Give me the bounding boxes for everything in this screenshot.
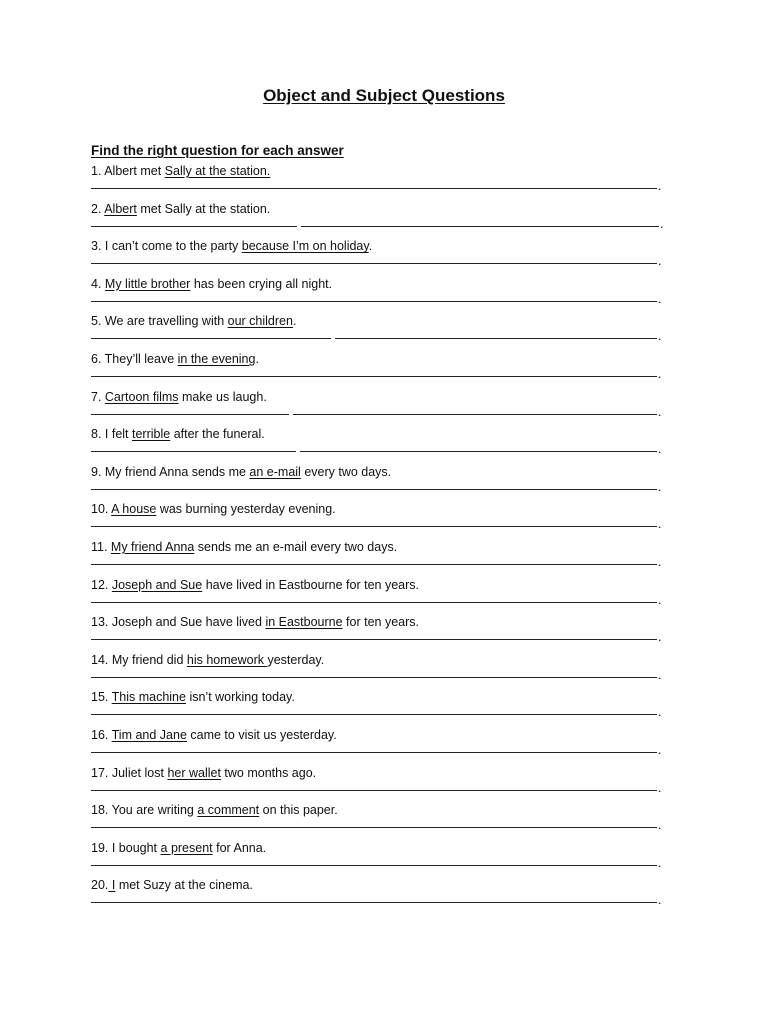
question-item bbox=[91, 237, 663, 275]
line-end-period: . bbox=[658, 329, 662, 344]
prompt-text: on this paper. bbox=[259, 803, 338, 818]
underlined-answer: in Eastbourne bbox=[265, 615, 343, 630]
line-end-period: . bbox=[658, 366, 662, 381]
underlined-answer: Cartoon films bbox=[104, 389, 179, 404]
prompt-text: 4. bbox=[91, 276, 105, 291]
prompt-text: make us laugh. bbox=[178, 389, 267, 404]
answer-line-segment bbox=[91, 226, 297, 227]
answer-line[interactable] bbox=[91, 451, 657, 452]
question-prompt bbox=[91, 651, 324, 669]
prompt-text: met Sally at the station. bbox=[136, 201, 271, 216]
question-prompt bbox=[91, 839, 266, 857]
question-item bbox=[91, 388, 663, 426]
answer-line[interactable] bbox=[91, 639, 657, 640]
underlined-answer: a comment bbox=[197, 803, 260, 818]
line-end-period: . bbox=[658, 780, 662, 795]
prompt-text: 3. I can’t come to the party bbox=[91, 239, 242, 254]
answer-line[interactable] bbox=[91, 865, 657, 866]
answer-line[interactable] bbox=[91, 827, 657, 828]
underlined-answer: our children bbox=[227, 314, 293, 329]
underlined-answer: Sally at the station. bbox=[164, 164, 271, 178]
answer-line-segment bbox=[335, 338, 657, 339]
question-item bbox=[91, 688, 663, 726]
answer-line[interactable] bbox=[91, 489, 657, 490]
question-item bbox=[91, 425, 663, 463]
answer-line-segment bbox=[293, 414, 657, 415]
underlined-answer: My little brother bbox=[104, 276, 191, 291]
question-prompt bbox=[91, 162, 270, 180]
prompt-text: 10. bbox=[91, 502, 112, 517]
underlined-answer: a present bbox=[160, 840, 213, 855]
question-item bbox=[91, 312, 663, 350]
prompt-text: 18. You are writing bbox=[91, 803, 198, 818]
underlined-answer: terrible bbox=[132, 427, 171, 442]
line-end-period: . bbox=[658, 818, 662, 833]
answer-line[interactable] bbox=[91, 677, 657, 678]
underlined-answer: her wallet bbox=[167, 765, 221, 780]
answer-line[interactable] bbox=[91, 602, 657, 603]
question-item bbox=[91, 200, 663, 238]
question-item bbox=[91, 576, 663, 614]
answer-line-segment bbox=[91, 414, 289, 415]
prompt-text: was burning yesterday evening. bbox=[156, 502, 336, 517]
question-item bbox=[91, 726, 663, 764]
answer-line[interactable] bbox=[91, 226, 659, 227]
prompt-text: 17. Juliet lost bbox=[91, 765, 168, 780]
line-end-period: . bbox=[658, 893, 662, 908]
question-prompt bbox=[91, 576, 419, 594]
prompt-text: 6. They’ll leave bbox=[91, 351, 178, 366]
line-end-period: . bbox=[658, 554, 662, 569]
prompt-text: . bbox=[368, 239, 373, 254]
prompt-text: 13. Joseph and Sue have lived bbox=[91, 615, 266, 630]
line-end-period: . bbox=[658, 404, 662, 419]
underlined-answer: because I’m on holiday bbox=[241, 239, 369, 254]
prompt-text: after the funeral. bbox=[170, 427, 265, 442]
underlined-answer: in the evening bbox=[177, 351, 256, 366]
underlined-answer: an e-mail bbox=[249, 464, 301, 479]
answer-line[interactable] bbox=[91, 301, 657, 302]
page-title: Object and Subject Questions bbox=[263, 86, 505, 105]
line-end-period: . bbox=[658, 479, 662, 494]
question-list bbox=[91, 162, 663, 914]
prompt-text: 2. bbox=[91, 201, 105, 216]
line-end-period: . bbox=[658, 179, 662, 193]
question-prompt bbox=[91, 538, 397, 556]
question-prompt bbox=[91, 500, 336, 518]
prompt-text: isn’t working today. bbox=[185, 690, 295, 705]
instructions-heading: Find the right question for each answer bbox=[91, 143, 344, 158]
underlined-answer: Albert bbox=[104, 201, 137, 216]
line-end-period: . bbox=[658, 592, 662, 607]
line-end-period: . bbox=[658, 705, 662, 720]
underlined-answer: A house bbox=[111, 502, 157, 517]
question-prompt bbox=[91, 613, 419, 631]
prompt-text: has been crying all night. bbox=[190, 276, 333, 291]
question-prompt bbox=[91, 388, 267, 406]
question-prompt bbox=[91, 688, 295, 706]
question-prompt bbox=[91, 876, 253, 894]
prompt-text: 14. My friend did bbox=[91, 652, 187, 667]
question-prompt bbox=[91, 726, 337, 744]
question-prompt bbox=[91, 312, 296, 330]
underlined-answer: Tim and Jane bbox=[111, 727, 187, 742]
underlined-answer: Joseph and Sue bbox=[111, 577, 203, 592]
prompt-text: 12. bbox=[91, 577, 112, 592]
question-prompt bbox=[91, 801, 338, 819]
prompt-text: yesterday. bbox=[267, 652, 325, 667]
answer-line[interactable] bbox=[91, 902, 657, 903]
line-end-period: . bbox=[658, 855, 662, 870]
prompt-text: 5. We are travelling with bbox=[91, 314, 228, 329]
question-item bbox=[91, 275, 663, 313]
answer-line[interactable] bbox=[91, 752, 657, 753]
prompt-text: . bbox=[255, 351, 259, 366]
prompt-text: 11. bbox=[91, 539, 111, 554]
question-prompt bbox=[91, 764, 316, 782]
question-item bbox=[91, 463, 663, 501]
line-end-period: . bbox=[658, 442, 662, 457]
answer-line[interactable] bbox=[91, 564, 657, 565]
question-item bbox=[91, 876, 663, 914]
answer-line[interactable] bbox=[91, 790, 657, 791]
question-prompt bbox=[91, 350, 259, 368]
question-item bbox=[91, 613, 663, 651]
prompt-text: 1. Albert met bbox=[91, 164, 165, 178]
question-item bbox=[91, 801, 663, 839]
prompt-text: . bbox=[292, 314, 297, 329]
underlined-answer: This machine bbox=[111, 690, 186, 705]
question-item bbox=[91, 162, 663, 200]
answer-line[interactable] bbox=[91, 188, 657, 189]
prompt-text: 8. I felt bbox=[91, 427, 132, 442]
prompt-text: for Anna. bbox=[212, 840, 267, 855]
prompt-text: every two days. bbox=[300, 464, 392, 479]
prompt-text: 15. bbox=[91, 690, 112, 705]
prompt-text: came to visit us yesterday. bbox=[186, 727, 337, 742]
answer-line[interactable] bbox=[91, 263, 657, 264]
prompt-text: 9. My friend Anna sends me bbox=[91, 464, 250, 479]
underlined-answer: his homework bbox=[186, 652, 268, 667]
prompt-text: for ten years. bbox=[342, 615, 420, 630]
prompt-text: met Suzy at the cinema. bbox=[115, 878, 253, 893]
question-item bbox=[91, 500, 663, 538]
line-end-period: . bbox=[658, 254, 662, 269]
question-prompt bbox=[91, 425, 265, 443]
answer-line[interactable] bbox=[91, 338, 657, 339]
answer-line[interactable] bbox=[91, 714, 657, 715]
underlined-answer: My friend Anna bbox=[110, 539, 195, 554]
question-prompt bbox=[91, 463, 391, 481]
question-item bbox=[91, 764, 663, 802]
underlined-answer: I bbox=[108, 878, 116, 893]
answer-line-segment bbox=[91, 338, 331, 339]
prompt-text: sends me an e-mail every two days. bbox=[194, 539, 398, 554]
answer-line-segment bbox=[301, 226, 659, 227]
question-prompt bbox=[91, 237, 372, 255]
line-end-period: . bbox=[658, 667, 662, 682]
answer-line-segment bbox=[300, 451, 657, 452]
answer-line-segment bbox=[91, 451, 296, 452]
answer-line[interactable] bbox=[91, 414, 657, 415]
line-end-period: . bbox=[658, 291, 662, 306]
question-item bbox=[91, 538, 663, 576]
answer-line[interactable] bbox=[91, 526, 657, 527]
question-item bbox=[91, 651, 663, 689]
question-item bbox=[91, 350, 663, 388]
line-end-period: . bbox=[660, 216, 664, 231]
question-prompt bbox=[91, 200, 270, 218]
prompt-text: 19. I bought bbox=[91, 840, 161, 855]
prompt-text: have lived in Eastbourne for ten years. bbox=[202, 577, 420, 592]
answer-line[interactable] bbox=[91, 376, 657, 377]
question-item bbox=[91, 839, 663, 877]
line-end-period: . bbox=[658, 742, 662, 757]
prompt-text: 20. bbox=[91, 878, 109, 893]
prompt-text: two months ago. bbox=[220, 765, 317, 780]
prompt-text: 7. bbox=[91, 389, 105, 404]
prompt-text: 16. bbox=[91, 727, 112, 742]
question-prompt bbox=[91, 275, 332, 293]
line-end-period: . bbox=[658, 517, 662, 532]
line-end-period: . bbox=[658, 630, 662, 645]
